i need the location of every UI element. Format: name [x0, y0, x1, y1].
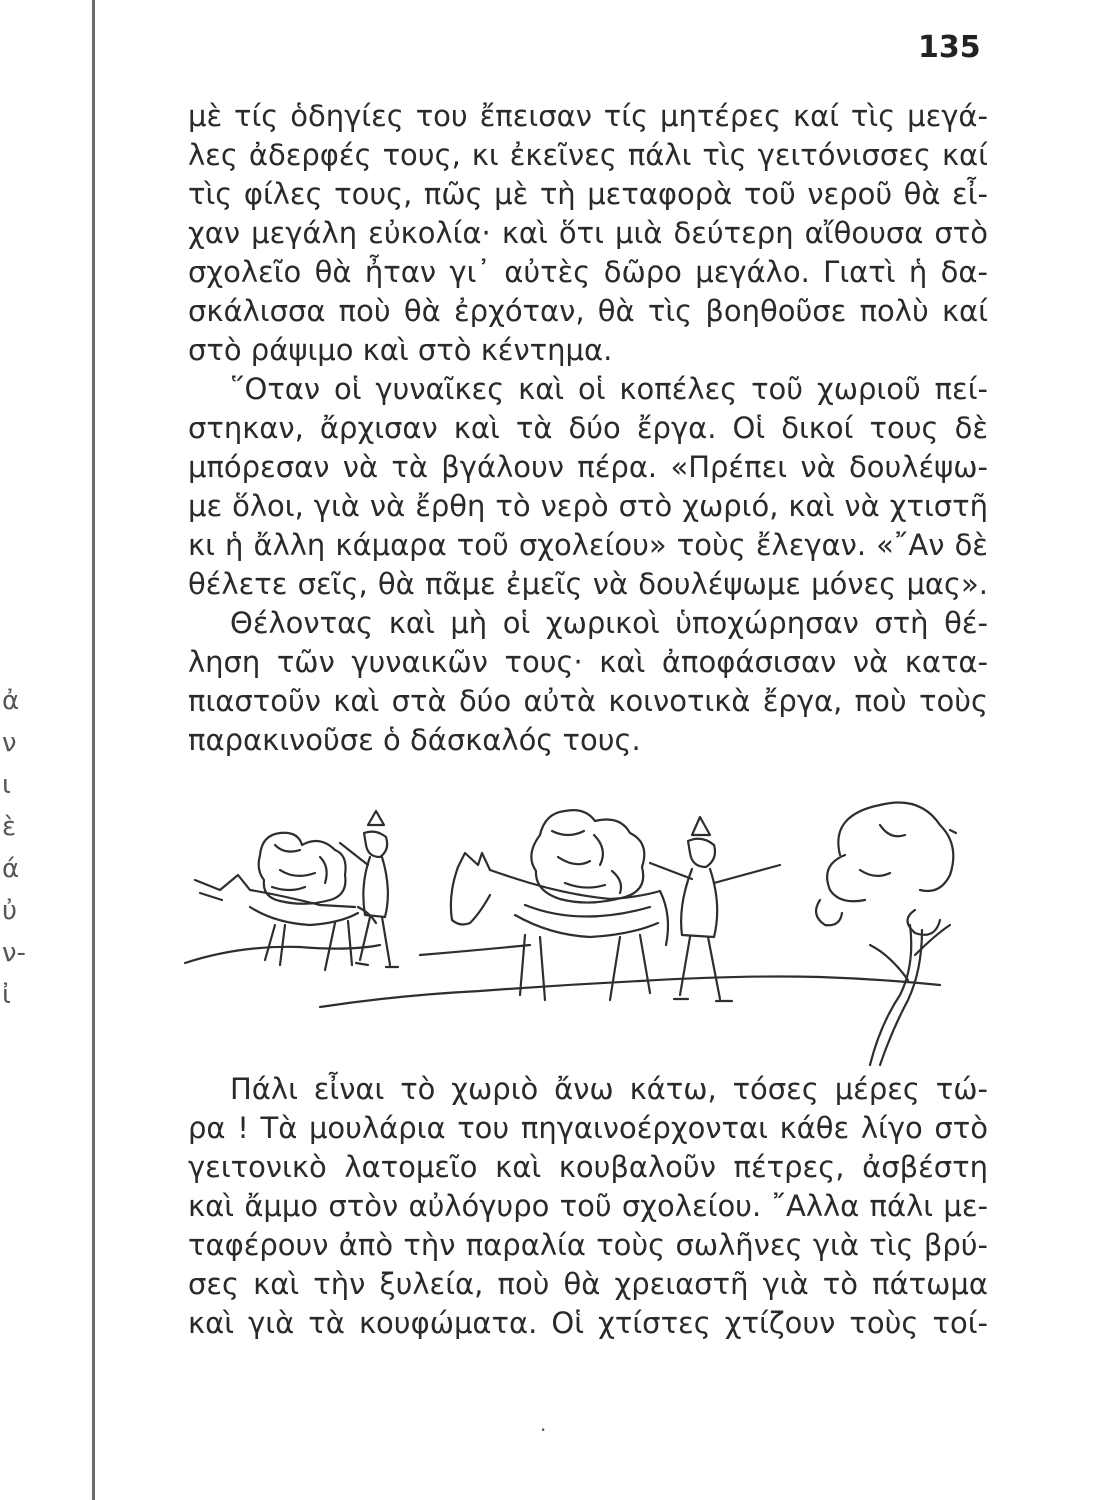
bleed-fragment: ἀ — [2, 686, 20, 716]
text-line: χαν μεγάλη εὐκολία· καὶ ὅτι μιὰ δεύτερη αἴθουσα στὸ — [188, 216, 988, 250]
text-line: Θέλοντας καὶ μὴ οἱ χωρικοὶ ὑποχώρησαν στὴ θέ- — [230, 606, 988, 640]
mark — [950, 830, 956, 833]
bleed-fragment: ά — [2, 854, 20, 884]
left-person — [340, 811, 398, 967]
bleed-fragment: ι — [2, 770, 11, 800]
text-line: ληση τῶν γυναικῶν τους· καὶ ἀποφάσισαν νὰ κατα- — [188, 645, 988, 679]
bleed-fragment: ἰ — [2, 980, 11, 1010]
bleed-fragment: ν- — [2, 938, 26, 968]
text-line: ῞Οταν οἱ γυναῖκες καὶ οἱ κοπέλες τοῦ χωριοῦ πεί- — [230, 372, 988, 406]
text-line: στὸ ράψιμο καὶ στὸ κέντημα. — [188, 333, 613, 367]
text-line: ρα ! Τὰ μουλάρια του πηγαινοέρχονται κάθε λίγο στὸ — [188, 1111, 988, 1145]
middle-person — [650, 817, 780, 1001]
text-line: παρακινοῦσε ὁ δάσκαλός τους. — [188, 723, 641, 757]
text-line: καὶ γιὰ τὰ κουφώματα. Οἱ χτίστες χτίζουν τοὺς τοί- — [188, 1306, 988, 1340]
text-line: σκάλισσα ποὺ θὰ ἐρχόταν, θὰ τὶς βοηθοῦσε πολὺ καί — [188, 294, 988, 328]
text-line: μὲ τίς ὁδηγίες του ἔπεισαν τίς μητέρες καί τὶς μεγά- — [188, 99, 988, 133]
text-line: καὶ ἄμμο στὸν αὐλόγυρο τοῦ σχολείου. ῎Αλλα πάλι με- — [188, 1189, 988, 1223]
text-line: Πάλι εἶναι τὸ χωριὸ ἄνω κάτω, τόσες μέρες τώ- — [230, 1072, 988, 1106]
body-text-bottom — [188, 1070, 988, 1343]
text-line: τὶς φίλες τους, πῶς μὲ τὴ μεταφορὰ τοῦ νεροῦ θὰ εἶ- — [188, 177, 988, 211]
mules-carrying-stones-illustration — [180, 795, 960, 1070]
text-line: μπόρεσαν νὰ τὰ βγάλουν πέρα. «Πρέπει νὰ δουλέψω- — [188, 450, 988, 484]
text-line: στηκαν, ἄρχισαν καὶ τὰ δύο ἔργα. Οἱ δικοί τους δὲ — [188, 411, 988, 445]
previous-page-bleed — [2, 680, 42, 1016]
text-line: γειτονικὸ λατομεῖο καὶ κουβαλοῦν πέτρες, ἀσβέστη — [188, 1150, 988, 1184]
text-line: θέλετε σεῖς, θὰ πᾶμε ἐμεῖς νὰ δουλέψωμε μόνες μας». — [188, 567, 988, 601]
text-line: σες καὶ τὴν ξυλεία, ποὺ θὰ χρειαστῆ γιὰ τὸ πάτωμα — [188, 1267, 988, 1301]
page-number: 135 — [918, 30, 981, 65]
ground-line — [320, 977, 940, 1008]
middle-mule — [451, 853, 668, 1000]
tree — [816, 803, 953, 1066]
text-line: λες ἀδερφές τους, κι ἐκεῖνες πάλι τὶς γειτόνισσες καί — [188, 138, 988, 172]
text-line: πιαστοῦν καὶ στὰ δύο αὐτὰ κοινοτικὰ ἔργα, ποὺ τοὺς — [188, 684, 988, 718]
bleed-fragment: ν — [2, 728, 17, 758]
text-line: κι ἡ ἄλλη κάμαρα τοῦ σχολείου» τοὺς ἔλεγαν. «῎Αν δὲ — [188, 528, 988, 562]
text-line: σχολεῖο θὰ ἦταν γι᾽ αὐτὲς δῶρο μεγάλο. Γιατὶ ἡ δα- — [188, 255, 988, 289]
text-line: με ὅλοι, γιὰ νὰ ἔρθη τὸ νερὸ στὸ χωριό, καὶ νὰ χτιστῆ — [188, 489, 988, 523]
bleed-fragment: ὐ — [2, 896, 18, 926]
body-text-top — [188, 97, 988, 760]
bleed-fragment: ὲ — [2, 812, 17, 842]
middle-load-stones — [525, 810, 650, 916]
ground-line — [420, 945, 530, 955]
page-mark: · — [540, 1418, 547, 1442]
text-line: ταφέρουν ἀπὸ τὴν παραλία τοὺς σωλῆνες γιὰ τὶς βρύ- — [188, 1228, 988, 1262]
